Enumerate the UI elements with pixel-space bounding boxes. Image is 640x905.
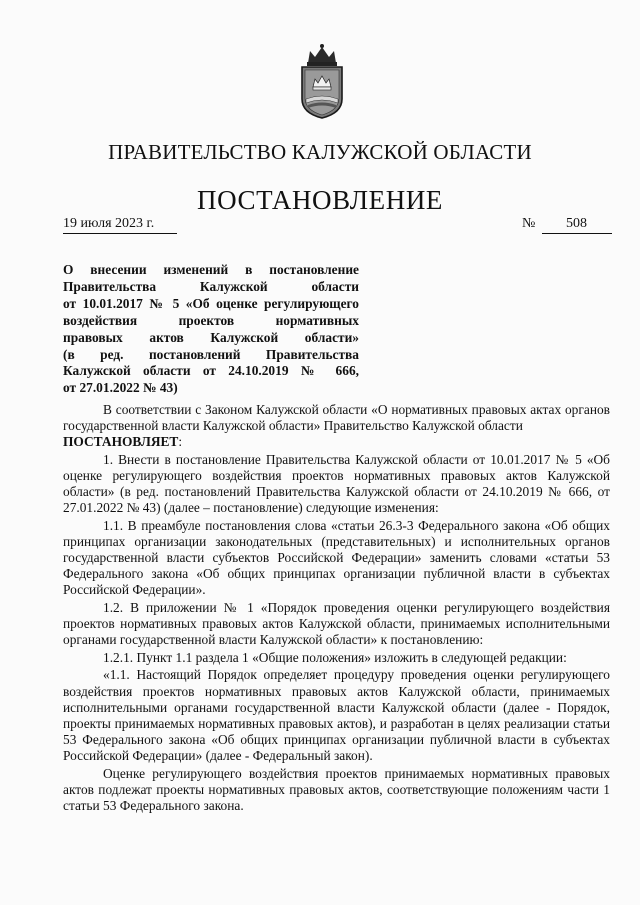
decree-subject xyxy=(63,262,359,397)
preamble-text: В соответствии с Законом Калужской области «О нормативных правовых актах органов государственной власти Калужской области» Правительство Калужской области xyxy=(63,402,610,434)
resolves-word: ПОСТАНОВЛЯЕТ xyxy=(63,434,179,450)
subject-line: Правительства Калужской области xyxy=(63,278,359,294)
decree-date: 19 июля 2023 г. xyxy=(63,216,155,231)
paragraph-item-1-2: 1.2. В приложении № 1 «Порядок проведения оценки регулирующего воздействия проектов нормативных правовых актов Калужской области, принимаемых исполнительными органами государственной власти Калужской области» к постановлению: xyxy=(63,599,610,648)
preamble-colon: : xyxy=(178,434,183,450)
number-label: № xyxy=(522,216,536,231)
decree-number: 508 xyxy=(566,216,587,231)
document-type-title: ПОСТАНОВЛЕНИЕ xyxy=(196,185,444,215)
subject-line: правовых актов Калужской области» xyxy=(63,329,359,345)
paragraph-quoted-1-1: «1.1. Настоящий Порядок определяет процедуру проведения оценки регулирующего воздействия проектов нормативных правовых актов Калужской области, принимаемых исполнительными органами государственной власти Калужской области (далее - Порядок, проекты принимаемых нормативных правовых актов), и разработан в целях реализации статьи 53 Федерального закона «Об общих принципах организации публичной власти в субъектах Российской Федерации» (далее - Федеральный закон). xyxy=(63,667,610,763)
paragraph-item-1-1: 1.1. В преамбуле постановления слова «статьи 26.3-3 Федерального закона «Об общих принципах организации законодательных (представительных) и исполнительных органов государственной власти субъектов Российской Федерации» заменить словами «статьи 53 Федерального закона «Об общих принципах организации публичной власти в субъектах Российской Федерации». xyxy=(63,517,610,598)
subject-line: воздействия проектов нормативных xyxy=(63,312,359,328)
coat-of-arms-emblem xyxy=(296,43,348,119)
paragraph-oriv-scope: Оценке регулирующего воздействия проектов принимаемых нормативных правовых актов подлежат проекты нормативных правовых актов, соответствующие положениям части 1 статьи 53 Федерального закона. xyxy=(63,765,610,813)
subject-line: (в ред. постановлений Правительства xyxy=(63,346,359,362)
subject-line: от 10.01.2017 № 5 «Об оценке регулирующего xyxy=(63,295,359,311)
paragraph-item-1-2-1: 1.2.1. Пункт 1.1 раздела 1 «Общие положения» изложить в следующей редакции: xyxy=(103,649,567,665)
government-name: ПРАВИТЕЛЬСТВО КАЛУЖСКОЙ ОБЛАСТИ xyxy=(108,140,532,164)
paragraph-item-1: 1. Внести в постановление Правительства Калужской области от 10.01.2017 № 5 «Об оценке регулирующего воздействия проектов нормативных правовых актов Калужской области» (в ред. постановлений Правительства Калужской области от 24.10.2019 № 666, от 27.01.2022 № 43) (далее – постановление) следующие изменения: xyxy=(63,451,610,516)
subject-line: от 27.01.2022 № 43) xyxy=(63,380,178,396)
paragraph-preamble xyxy=(63,402,610,450)
number-underline xyxy=(542,233,612,234)
subject-line: Калужской области от 24.10.2019 № 666, xyxy=(63,363,359,379)
date-underline xyxy=(63,233,177,234)
decree-body xyxy=(63,402,610,816)
subject-line: О внесении изменений в постановление xyxy=(63,262,359,277)
